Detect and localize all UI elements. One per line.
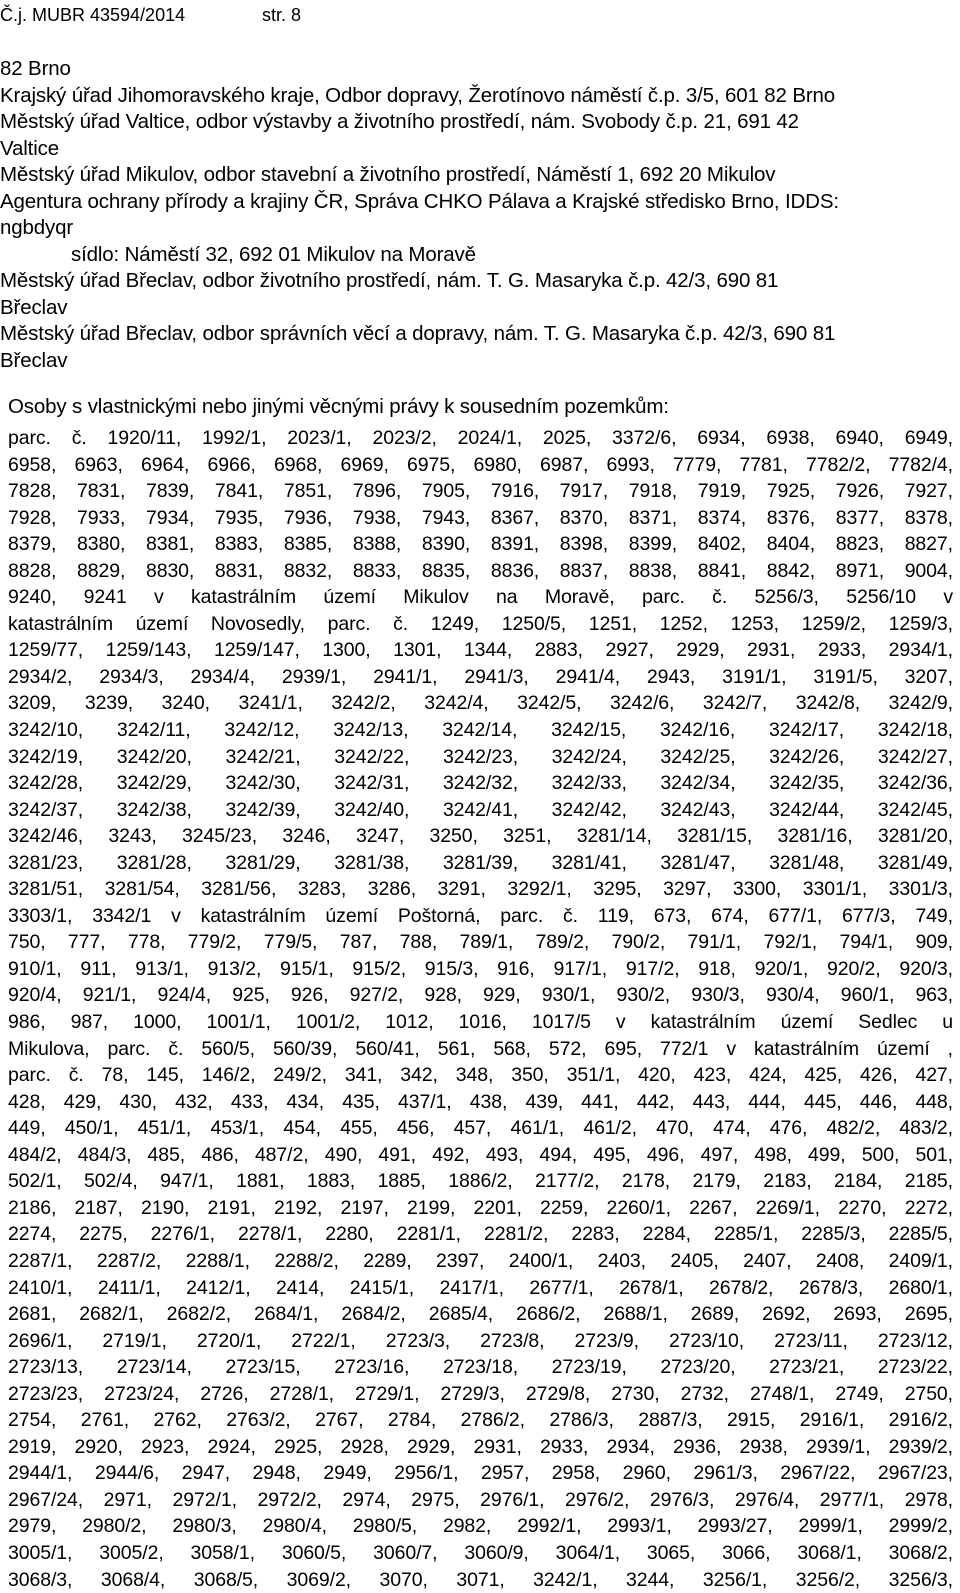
parcel-line: 986, 987, 1000, 1001/1, 1001/2, 1012, 1016, 1017/5 v katastrálním území Sedlec u	[8, 1011, 953, 1034]
parcel-line: 2944/1, 2944/6, 2947, 2948, 2949, 2956/1, 2957, 2958, 2960, 2961/3, 2967/22, 2967/23,	[8, 1462, 953, 1485]
parcel-line: 8828, 8829, 8830, 8831, 8832, 8833, 8835, 8836, 8837, 8838, 8841, 8842, 8971, 9004,	[8, 559, 953, 582]
parcel-line: 3242/19, 3242/20, 3242/21, 3242/22, 3242/23, 3242/24, 3242/25, 3242/26, 3242/27,	[8, 745, 953, 768]
parcel-line: 484/2, 484/3, 485, 486, 487/2, 490, 491, 492, 493, 494, 495, 496, 497, 498, 499, 500, 501,	[8, 1143, 953, 1166]
page-number: str. 8	[262, 5, 302, 25]
parcel-line: 428, 429, 430, 432, 433, 434, 435, 437/1, 438, 439, 441, 442, 443, 444, 445, 446, 448,	[8, 1090, 953, 1113]
parcel-line: 2934/2, 2934/3, 2934/4, 2939/1, 2941/1, 2941/3, 2941/4, 2943, 3191/1, 3191/5, 3207,	[8, 665, 953, 688]
address-line: Městský úřad Mikulov, odbor stavební a životního prostředí, Náměstí 1, 692 20 Mikulov	[0, 163, 776, 186]
parcel-line: 2754, 2761, 2762, 2763/2, 2767, 2784, 2786/2, 2786/3, 2887/3, 2915, 2916/1, 2916/2,	[8, 1409, 953, 1432]
address-line: Městský úřad Valtice, odbor výstavby a životního prostředí, nám. Svobody č.p. 21, 691 42	[0, 110, 799, 133]
parcel-line: 3242/10, 3242/11, 3242/12, 3242/13, 3242/14, 3242/15, 3242/16, 3242/17, 3242/18,	[8, 719, 953, 742]
address-line: sídlo: Náměstí 32, 692 01 Mikulov na Moravě	[71, 242, 476, 266]
parcel-line: 1259/77, 1259/143, 1259/147, 1300, 1301, 1344, 2883, 2927, 2929, 2931, 2933, 2934/1,	[8, 639, 953, 662]
section-heading: Osoby s vlastnickými nebo jinými věcnými právy k sousedním pozemkům:	[8, 395, 669, 418]
parcel-line: Mikulova, parc. č. 560/5, 560/39, 560/41, 561, 568, 572, 695, 772/1 v katastrálním území ,	[8, 1037, 953, 1060]
parcel-line: 6958, 6963, 6964, 6966, 6968, 6969, 6975, 6980, 6987, 6993, 7779, 7781, 7782/2, 7782/4,	[8, 453, 953, 476]
parcel-line: 920/4, 921/1, 924/4, 925, 926, 927/2, 928, 929, 930/1, 930/2, 930/3, 930/4, 960/1, 963,	[8, 984, 953, 1007]
parcel-line: 7928, 7933, 7934, 7935, 7936, 7938, 7943, 8367, 8370, 8371, 8374, 8376, 8377, 8378,	[8, 506, 953, 529]
parcel-line: 2287/1, 2287/2, 2288/1, 2288/2, 2289, 2397, 2400/1, 2403, 2405, 2407, 2408, 2409/1,	[8, 1249, 953, 1272]
document-reference: Č.j. MUBR 43594/2014	[0, 5, 186, 25]
parcel-line: 449, 450/1, 451/1, 453/1, 454, 455, 456, 457, 461/1, 461/2, 470, 474, 476, 482/2, 483/2,	[8, 1117, 953, 1140]
address-line: Valtice	[0, 136, 59, 160]
address-line: Městský úřad Břeclav, odbor správních věcí a dopravy, nám. T. G. Masaryka č.p. 42/3, 690 81	[0, 322, 836, 345]
address-line: Agentura ochrany přírody a krajiny ČR, Správa CHKO Pálava a Krajské středisko Brno, IDDS:	[0, 189, 839, 213]
parcel-line: 750, 777, 778, 779/2, 779/5, 787, 788, 789/1, 789/2, 790/2, 791/1, 792/1, 794/1, 909,	[8, 931, 953, 954]
parcel-line: 3242/37, 3242/38, 3242/39, 3242/40, 3242/41, 3242/42, 3242/43, 3242/44, 3242/45,	[8, 798, 953, 821]
parcel-line: 3303/1, 3342/1 v katastrálním území Poštorná, parc. č. 119, 673, 674, 677/1, 677/3, 749,	[8, 904, 953, 927]
address-line: Břeclav	[0, 295, 68, 319]
parcel-line: 3281/23, 3281/28, 3281/29, 3281/38, 3281/39, 3281/41, 3281/47, 3281/48, 3281/49,	[8, 851, 953, 874]
parcel-line: 2410/1, 2411/1, 2412/1, 2414, 2415/1, 2417/1, 2677/1, 2678/1, 2678/2, 2678/3, 2680/1,	[8, 1276, 953, 1299]
parcel-line: 3068/3, 3068/4, 3068/5, 3069/2, 3070, 3071, 3242/1, 3244, 3256/1, 3256/2, 3256/3,	[8, 1568, 953, 1591]
address-line: Krajský úřad Jihomoravského kraje, Odbor dopravy, Žerotínovo náměstí č.p. 3/5, 601 82 Brno	[0, 83, 836, 107]
parcel-line: 2696/1, 2719/1, 2720/1, 2722/1, 2723/3, 2723/8, 2723/9, 2723/10, 2723/11, 2723/12,	[8, 1329, 953, 1352]
parcel-line: 502/1, 502/4, 947/1, 1881, 1883, 1885, 1886/2, 2177/2, 2178, 2179, 2183, 2184, 2185,	[8, 1170, 953, 1193]
parcel-line: 910/1, 911, 913/1, 913/2, 915/1, 915/2, 915/3, 916, 917/1, 917/2, 918, 920/1, 920/2, 920/3,	[8, 957, 953, 980]
parcel-line: 8379, 8380, 8381, 8383, 8385, 8388, 8390, 8391, 8398, 8399, 8402, 8404, 8823, 8827,	[8, 533, 953, 556]
parcel-line: parc. č. 1920/11, 1992/1, 2023/1, 2023/2, 2024/1, 2025, 3372/6, 6934, 6938, 6940, 6949,	[8, 427, 953, 449]
address-line: Městský úřad Břeclav, odbor životního prostředí, nám. T. G. Masaryka č.p. 42/3, 690 81	[0, 269, 779, 292]
parcel-list	[8, 425, 953, 1593]
address-line: Břeclav	[0, 348, 68, 372]
parcel-line: 2186, 2187, 2190, 2191, 2192, 2197, 2199, 2201, 2259, 2260/1, 2267, 2269/1, 2270, 2272,	[8, 1196, 953, 1219]
parcel-line: 2274, 2275, 2276/1, 2278/1, 2280, 2281/1, 2281/2, 2283, 2284, 2285/1, 2285/3, 2285/5,	[8, 1223, 953, 1246]
parcel-line: 9240, 9241 v katastrálním území Mikulov na Moravě, parc. č. 5256/3, 5256/10 v	[8, 586, 953, 609]
parcel-line: 2723/23, 2723/24, 2726, 2728/1, 2729/1, 2729/3, 2729/8, 2730, 2732, 2748/1, 2749, 2750,	[8, 1382, 953, 1405]
parcel-line: 3242/46, 3243, 3245/23, 3246, 3247, 3250, 3251, 3281/14, 3281/15, 3281/16, 3281/20,	[8, 825, 953, 848]
parcel-line: 3242/28, 3242/29, 3242/30, 3242/31, 3242/32, 3242/33, 3242/34, 3242/35, 3242/36,	[8, 772, 953, 795]
parcel-line: 3005/1, 3005/2, 3058/1, 3060/5, 3060/7, 3060/9, 3064/1, 3065, 3066, 3068/1, 3068/2,	[8, 1541, 953, 1564]
parcel-line: 2919, 2920, 2923, 2924, 2925, 2928, 2929, 2931, 2933, 2934, 2936, 2938, 2939/1, 2939/2,	[8, 1435, 953, 1458]
address-line: ngbdyqr	[0, 216, 74, 239]
parcel-line: katastrálním území Novosedly, parc. č. 1249, 1250/5, 1251, 1252, 1253, 1259/2, 1259/3,	[8, 612, 953, 635]
address-line: 82 Brno	[0, 57, 71, 80]
page-header	[0, 3, 302, 27]
parcel-line: 3281/51, 3281/54, 3281/56, 3283, 3286, 3291, 3292/1, 3295, 3297, 3300, 3301/1, 3301/3,	[8, 878, 953, 901]
recipient-address-list	[0, 56, 950, 374]
parcel-line: 2681, 2682/1, 2682/2, 2684/1, 2684/2, 2685/4, 2686/2, 2688/1, 2689, 2692, 2693, 2695,	[8, 1303, 953, 1326]
parcel-line: 7828, 7831, 7839, 7841, 7851, 7896, 7905, 7916, 7917, 7918, 7919, 7925, 7926, 7927,	[8, 480, 953, 503]
parcel-line: 2967/24, 2971, 2972/1, 2972/2, 2974, 2975, 2976/1, 2976/2, 2976/3, 2976/4, 2977/1, 2978,	[8, 1488, 953, 1511]
parcel-line: 2723/13, 2723/14, 2723/15, 2723/16, 2723/18, 2723/19, 2723/20, 2723/21, 2723/22,	[8, 1356, 953, 1379]
parcel-line: 3209, 3239, 3240, 3241/1, 3242/2, 3242/4, 3242/5, 3242/6, 3242/7, 3242/8, 3242/9,	[8, 692, 953, 715]
parcel-line: 2979, 2980/2, 2980/3, 2980/4, 2980/5, 2982, 2992/1, 2993/1, 2993/27, 2999/1, 2999/2,	[8, 1515, 953, 1538]
parcel-line: parc. č. 78, 145, 146/2, 249/2, 341, 342, 348, 350, 351/1, 420, 423, 424, 425, 426, 427,	[8, 1064, 953, 1087]
